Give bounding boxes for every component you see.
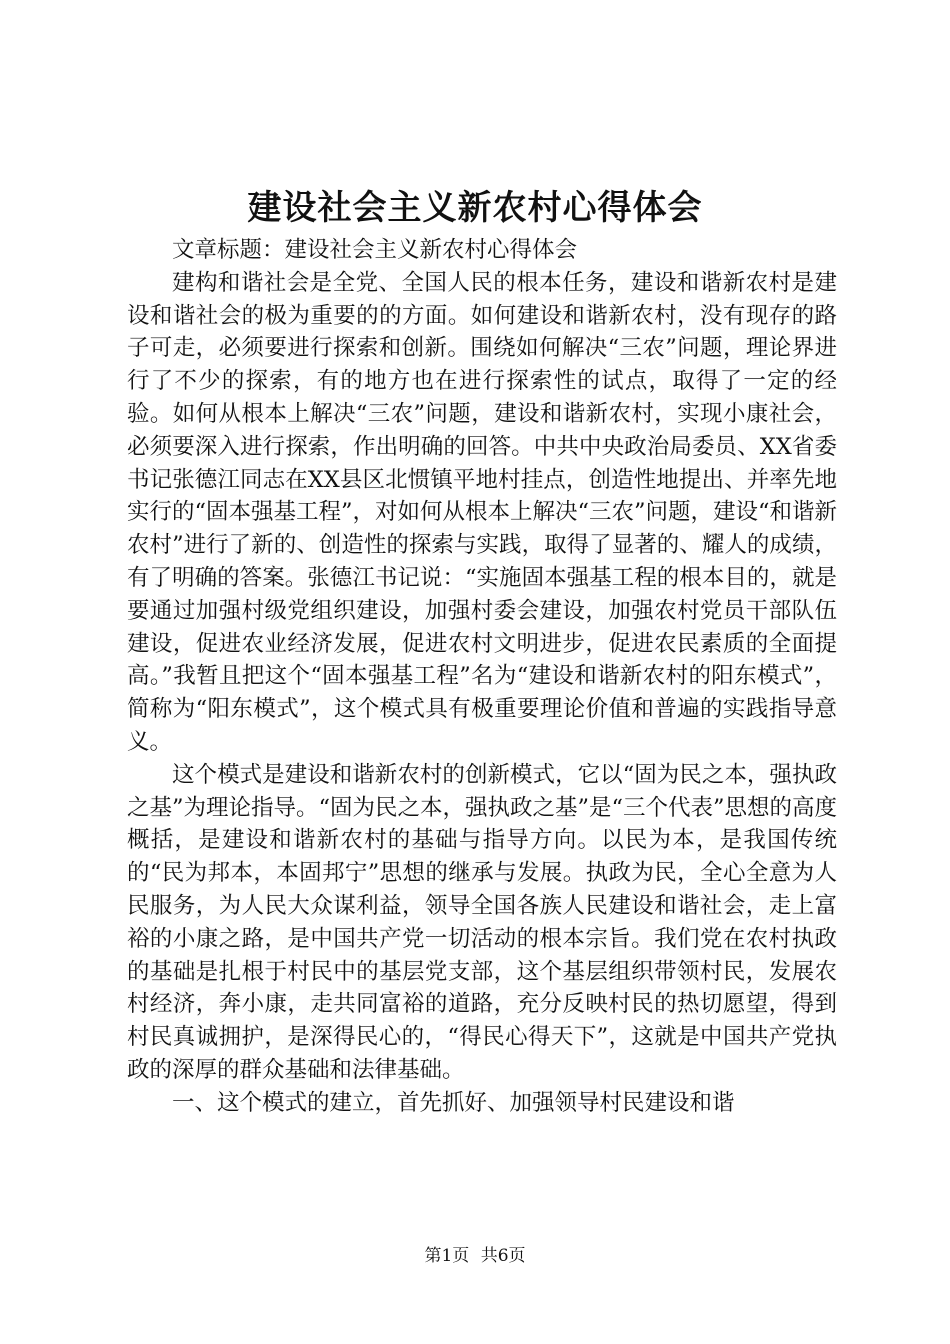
- paragraph: 一、这个模式的建立，首先抓好、加强领导村民建设和谐: [172, 1089, 735, 1116]
- document-body: [127, 234, 837, 1120]
- page-number: 第1页: [424, 1246, 470, 1266]
- article-title-line: 文章标题：建设社会主义新农村心得体会: [172, 237, 578, 263]
- paragraph: 建构和谐社会是全党、全国人民的根本任务，建设和谐新农村是建设和谐社会的极为重要的的方面。如何建设和谐新农村，没有现存的路子可走，必须要进行探索和创新。围绕如何解决“三农”问题，理论界进行了不少的探索，有的地方也在进行探索性的试点，取得了一定的经验。如何从根本上解决“三农”问题，建设和谐新农村，实现小康社会，必须要深入进行探索，作出明确的回答。中共中央政治局委员、XX省委书记张德江同志在XX县区北惯镇平地村挂点，创造性地提出、并率先地实行的“固本强基工程”，对如何从根本上解决“三农”问题，建设“和谐新农村”进行了新的、创造性的探索与实践，取得了显著的、耀人的成绩，有了明确的答案。张德江书记说：“实施固本强基工程的根本目的，就是要通过加强村级党组织建设，加强村委会建设，加强农村党员干部队伍建设，促进农业经济发展，促进农村文明进步，促进农民素质的全面提高。”我暂且把这个“固本强基工程”名为“建设和谐新农村的阳东模式”，简称为“阳东模式”，这个模式具有极重要理论价值和普遍的实践指导意义。: [127, 269, 838, 755]
- paragraph: 这个模式是建设和谐新农村的创新模式，它以“固为民之本，强执政之基”为理论指导。“固为民之本，强执政之基”是“三个代表”思想的高度概括，是建设和谐新农村的基础与指导方向。以民为本，是我国传统的“民为邦本，本固邦宁”思想的继承与发展。执政为民，全心全意为人民服务，为人民大众谋利益，领导全国各族人民建设和谐社会，走上富裕的小康之路，是中国共产党一切活动的根本宗旨。我们党在农村执政的基础是扎根于村民中的基层党支部，这个基层组织带领村民，发展农村经济，奔小康，走共同富裕的道路，充分反映村民的热切愿望，得到村民真诚拥护，是深得民心的，“得民心得天下”，这就是中国共产党执政的深厚的群众基础和法律基础。: [127, 761, 838, 1083]
- page-footer: [0, 1244, 950, 1268]
- document-title: 建设社会主义新农村心得体会: [247, 188, 703, 228]
- page-total: 共6页: [480, 1246, 526, 1266]
